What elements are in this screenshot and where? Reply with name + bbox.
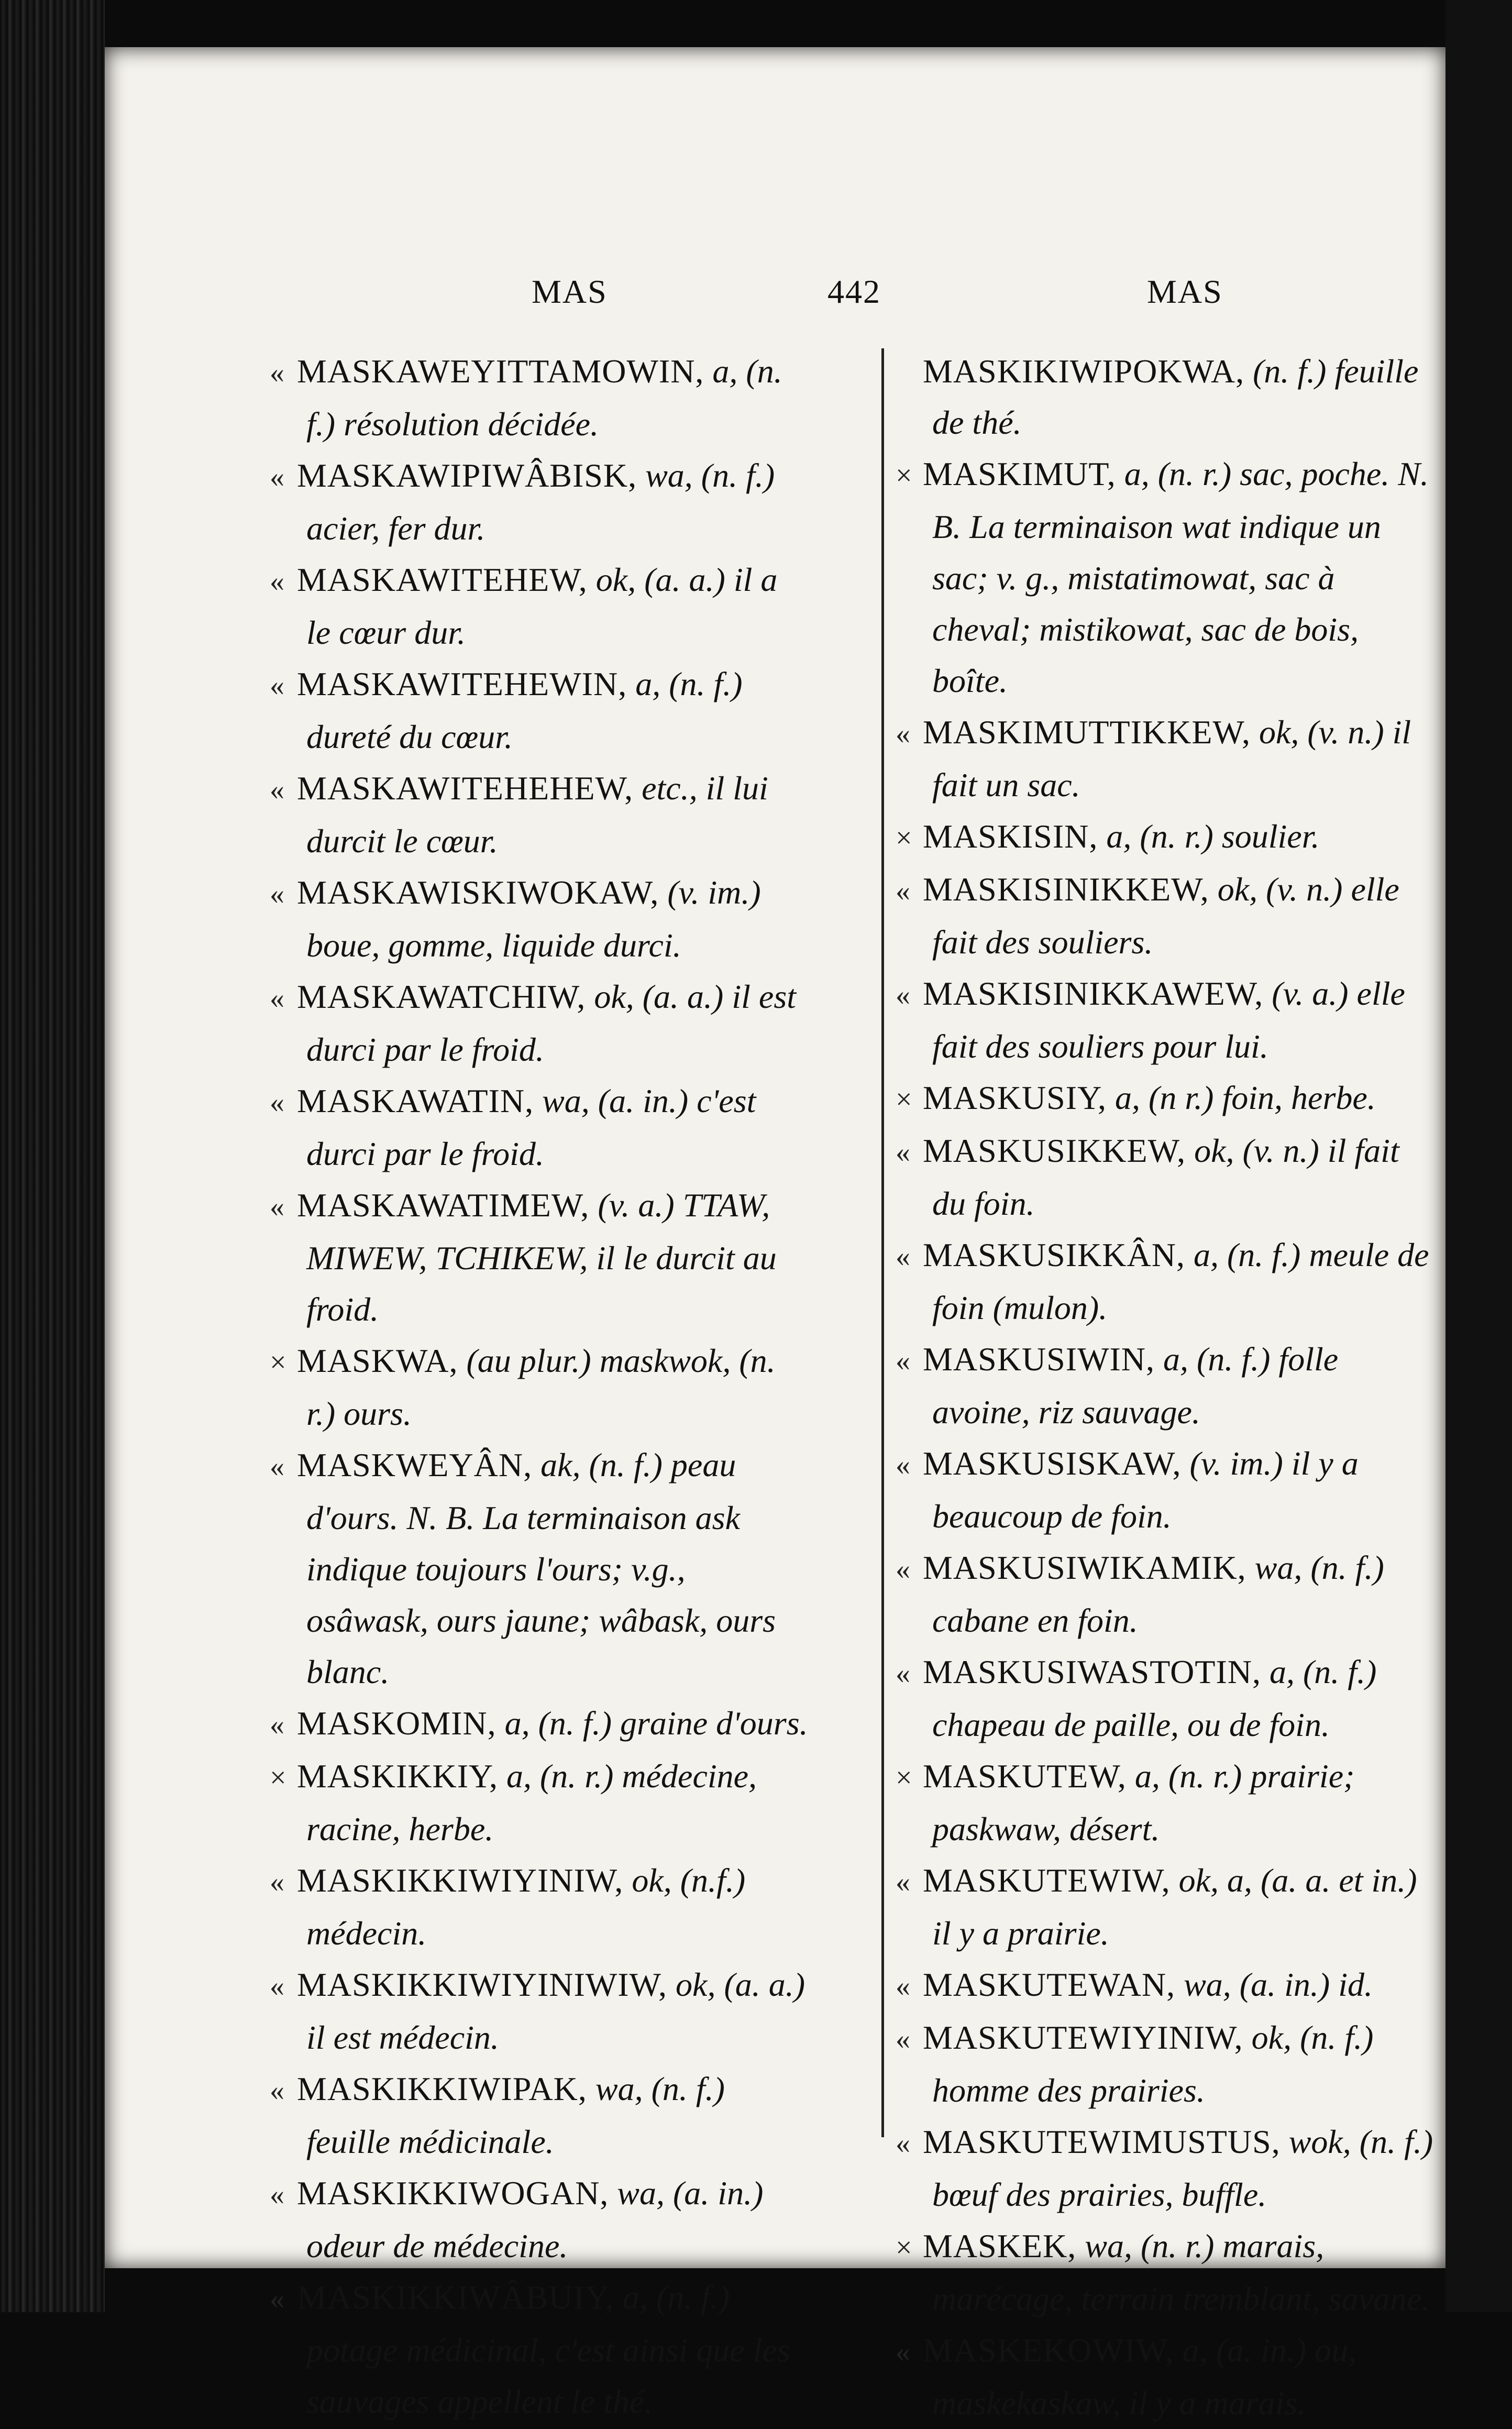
right-column — [896, 346, 1435, 2429]
entry-headword: MASKOMIN, — [297, 1705, 496, 1742]
entry-headword: MASKIKKIWÂBUIY, — [297, 2279, 614, 2316]
entry-headword: MASKWEYÂN, — [297, 1446, 533, 1483]
entry-mark: × — [896, 1083, 912, 1116]
entry-mark: « — [896, 1970, 910, 2003]
entry-mark: « — [896, 1345, 910, 1377]
page-edge-left — [0, 0, 105, 2312]
entry-headword: MASKAWISKIWOKAW, — [297, 874, 659, 911]
entry-definition: cabane en foin. — [932, 1602, 1138, 1639]
entry-grammar: wa, (n. f.) — [637, 457, 775, 494]
entry-grammar: a, (n. r.) — [1098, 818, 1222, 855]
entry-mark: « — [896, 979, 910, 1012]
entry-grammar: a, (n. f.) — [614, 2279, 730, 2316]
entry-headword: MASKUSIWASTOTIN, — [923, 1653, 1261, 1690]
entry-definition: potage médicinal, c'est ainsi que les sauvages appellent le thé. — [306, 2332, 790, 2420]
entry-mark: × — [896, 2232, 912, 2264]
entry-grammar: etc., — [633, 770, 706, 807]
entry-grammar: (au plur.) maskwok, (n. r.) — [306, 1342, 776, 1432]
dictionary-entry — [896, 1334, 1435, 1438]
dictionary-entry — [896, 1125, 1435, 1229]
entry-definition: elle fait des souliers pour lui. — [932, 975, 1405, 1065]
entry-headword: MASKIKKIWIYINIW, — [297, 1862, 624, 1899]
entry-grammar: ok, (a. a.) — [587, 561, 734, 598]
entry-headword: MASKUSISKAW, — [923, 1445, 1182, 1482]
entry-grammar: (v. im.) — [659, 874, 761, 911]
entry-headword: MASKAWATIN, — [297, 1082, 534, 1119]
dictionary-entry — [896, 1855, 1435, 1959]
dictionary-entry — [270, 1439, 809, 1698]
entry-definition: folle avoine, riz sauvage. — [932, 1340, 1339, 1431]
entry-definition: prairie; paskwaw, désert. — [932, 1757, 1355, 1848]
entry-grammar: (v. a.) TTAW, MIWEW, TCHIKEW, — [306, 1186, 770, 1277]
entry-grammar: wa, (n. f.) — [587, 2070, 725, 2107]
entry-mark: « — [270, 1450, 284, 1483]
entry-grammar: a, (n. f.) — [627, 665, 743, 702]
entry-definition: bœuf des prairies, buffle. — [932, 2176, 1267, 2213]
dictionary-entry — [270, 763, 809, 867]
entry-grammar: a, (n. f.) — [1155, 1340, 1279, 1378]
entry-definition: médecin. — [306, 1915, 427, 1952]
column-divider — [881, 348, 884, 2137]
entry-mark: × — [896, 1762, 912, 1794]
entry-definition: il fait un sac. — [932, 713, 1411, 804]
dictionary-entry — [896, 1542, 1435, 1646]
entry-headword: MASKAWITEHEHEW, — [297, 770, 634, 807]
entry-headword: MASKUSIKKEW, — [923, 1132, 1186, 1169]
dictionary-entry — [270, 867, 809, 971]
entry-mark: « — [270, 461, 284, 493]
entry-grammar: (v. im.) — [1181, 1445, 1292, 1482]
dictionary-page — [105, 47, 1445, 2422]
entry-headword: MASKWA, — [297, 1342, 458, 1379]
entry-definition: chapeau de paille, ou de foin. — [932, 1706, 1330, 1743]
entry-headword: MASKIKIWIPOKWA, — [923, 353, 1245, 390]
entry-headword: MASKUTEW, — [923, 1757, 1127, 1795]
entry-definition: il y a prairie. — [932, 1915, 1109, 1952]
entry-mark: « — [270, 878, 284, 910]
entry-definition: feuille de thé. — [932, 353, 1419, 441]
entry-headword: MASKUSIWIN, — [923, 1340, 1155, 1378]
entry-definition: graine d'ours. — [620, 1705, 808, 1742]
entry-headword: MASKISIN, — [923, 818, 1098, 855]
entry-definition: résolution décidée. — [344, 405, 599, 443]
entry-mark: × — [270, 1762, 286, 1794]
entry-mark: « — [270, 1866, 284, 1898]
entry-grammar: a, (n r.) — [1107, 1079, 1222, 1116]
dictionary-entry — [896, 707, 1435, 811]
entry-definition: il lui durcit le cœur. — [306, 770, 768, 860]
entry-definition: odeur de médecine. — [306, 2227, 568, 2265]
entry-grammar: a, (n. f.) — [496, 1705, 620, 1742]
entry-mark: « — [270, 1191, 284, 1223]
entry-grammar: a, (n. f.) — [1185, 1236, 1309, 1273]
entry-headword: MASKAWITEHEWIN, — [297, 665, 627, 702]
entry-definition: ours. — [344, 1395, 412, 1432]
entry-headword: MASKUTEWIW, — [923, 1862, 1171, 1899]
entry-grammar: a, (n. r.) — [1126, 1757, 1251, 1795]
dictionary-entry — [270, 1075, 809, 1180]
dictionary-entry — [270, 1855, 809, 1959]
entry-mark: « — [270, 2283, 284, 2315]
entry-headword: MASKISINIKKEW, — [923, 871, 1209, 908]
entry-definition: ou, maskekaskaw, il y a marais. — [932, 2332, 1357, 2422]
entry-grammar: ok, (n. f.) — [1243, 2019, 1374, 2056]
entry-grammar: a, (n. r.) — [1116, 455, 1240, 492]
dictionary-entry — [270, 450, 809, 554]
entry-headword: MASKIKKIY, — [297, 1757, 498, 1795]
entry-mark: « — [270, 2179, 284, 2211]
entry-headword: MASKAWEYITTAMOWIN, — [297, 353, 704, 390]
entry-definition: il est médecin. — [306, 2019, 499, 2056]
entry-definition: feuille médicinale. — [306, 2123, 554, 2160]
entry-mark: « — [270, 669, 284, 702]
entry-headword: MASKAWATCHIW, — [297, 978, 586, 1015]
entry-headword: MASKIMUT, — [923, 455, 1116, 492]
entry-definition: foin, herbe. — [1222, 1079, 1376, 1116]
dictionary-entry — [896, 811, 1435, 864]
entry-definition: médecine, racine, herbe. — [306, 1757, 757, 1848]
entry-definition: soulier. — [1221, 818, 1320, 855]
dictionary-entry — [270, 346, 809, 450]
dictionary-entry — [896, 448, 1435, 707]
entry-mark: « — [896, 718, 910, 750]
dictionary-entry — [896, 1959, 1435, 2012]
dictionary-entry — [896, 1438, 1435, 1542]
dictionary-entry — [270, 1751, 809, 1855]
entry-headword: MASKUSIY, — [923, 1079, 1107, 1116]
running-head-right: MAS — [1147, 273, 1223, 310]
entry-grammar: ok, (v. n.) — [1186, 1132, 1328, 1169]
entry-mark: « — [270, 774, 284, 806]
entry-grammar: ok, (a. a.) — [667, 1966, 805, 2003]
entry-headword: MASKUSIKKÂN, — [923, 1236, 1185, 1273]
entry-definition: c'est durci par le froid. — [306, 1082, 756, 1172]
entry-headword: MASKIKKIWOGAN, — [297, 2174, 609, 2212]
entry-grammar: ok, (n.f.) — [623, 1862, 746, 1899]
running-head — [105, 272, 1445, 330]
entry-mark: « — [270, 1709, 284, 1741]
entry-grammar: wa, (a. in.) — [609, 2174, 764, 2212]
running-head-left: MAS — [532, 273, 608, 310]
entry-headword: MASKUTEWIMUSTUS, — [923, 2123, 1281, 2160]
entry-grammar: (v. a.) — [1263, 975, 1357, 1012]
dictionary-entry — [270, 2272, 809, 2427]
entry-headword: MASKIKKIWIYINIWIW, — [297, 1966, 668, 2003]
dictionary-entry — [896, 1229, 1435, 1334]
dictionary-entry — [896, 1072, 1435, 1125]
entry-mark: « — [896, 2336, 910, 2368]
entry-mark: × — [270, 1346, 286, 1379]
dictionary-entry — [270, 2063, 809, 2168]
entry-headword: MASKEK, — [923, 2227, 1077, 2265]
entry-headword: MASKUTEWIYINIW, — [923, 2019, 1243, 2056]
dictionary-entry — [270, 1335, 809, 1439]
entry-headword: MASKUTEWAN, — [923, 1966, 1176, 2003]
entry-mark: « — [896, 875, 910, 907]
dictionary-entry — [896, 2116, 1435, 2221]
entry-definition: boue, gomme, liquide durci. — [306, 927, 681, 964]
entry-mark: « — [270, 565, 284, 598]
entry-definition: marais, marécage, terrain tremblant, savane. — [932, 2227, 1430, 2317]
entry-grammar: a, (a. in.) — [1174, 2332, 1315, 2369]
dictionary-entry — [896, 2325, 1435, 2429]
entry-definition: acier, fer dur. — [306, 510, 485, 547]
entry-grammar: ok, (a. a.) — [586, 978, 732, 1015]
page-edge-right — [1445, 0, 1512, 2312]
entry-definition: il fait du foin. — [932, 1132, 1399, 1222]
dictionary-entry — [896, 864, 1435, 968]
entry-headword: MASKIMUTTIKKEW, — [923, 713, 1251, 751]
entry-grammar: (n. f.) — [1244, 353, 1335, 390]
entry-mark: « — [270, 1970, 284, 2003]
dictionary-entry — [896, 2012, 1435, 2116]
entry-definition: homme des prairies. — [932, 2072, 1205, 2109]
dictionary-entry — [270, 554, 809, 658]
entry-mark: « — [896, 1866, 910, 1898]
entry-grammar: ok, (v. n.) — [1250, 713, 1393, 751]
dictionary-entry — [270, 1959, 809, 2063]
dictionary-entry — [896, 968, 1435, 1072]
entry-grammar: wok, (n. f.) — [1280, 2123, 1433, 2160]
entry-headword: MASKAWITEHEW, — [297, 561, 588, 598]
entry-definition: id. — [1338, 1966, 1373, 2003]
dictionary-entry — [270, 2168, 809, 2272]
entry-definition: il a le cœur dur. — [306, 561, 778, 651]
entry-headword: MASKIKKIWIPAK, — [297, 2070, 587, 2107]
dictionary-entry — [896, 346, 1435, 448]
entry-definition: meule de foin (mulon). — [932, 1236, 1429, 1326]
entry-mark: « — [896, 1553, 910, 1586]
dictionary-entry — [270, 658, 809, 763]
entry-definition: il le durcit au froid. — [306, 1239, 777, 1328]
entry-definition: peau d'ours. N. B. La terminaison ask indique toujours l'ours; v.g., osâwask, ours jaune; wâbask, ours blanc. — [306, 1446, 776, 1690]
entry-headword: MASKUSIWIKAMIK, — [923, 1549, 1246, 1586]
entry-grammar: ak, (n. f.) — [532, 1446, 671, 1483]
entry-mark: « — [270, 357, 284, 389]
entry-grammar: wa, (a. in.) — [1175, 1966, 1339, 2003]
entry-grammar: wa, (a. in.) — [534, 1082, 697, 1119]
entry-mark: « — [270, 2074, 284, 2107]
entry-headword: MASKAWIPIWÂBISK, — [297, 457, 637, 494]
entry-grammar: a, (n. r.) — [498, 1757, 622, 1795]
dictionary-entry — [270, 1180, 809, 1335]
entry-mark: « — [896, 1657, 910, 1690]
entry-grammar: ok, (v. n.) — [1209, 871, 1351, 908]
entry-mark: « — [270, 982, 284, 1015]
entry-mark: « — [896, 1449, 910, 1481]
entry-grammar: a, (n. f.) — [306, 353, 782, 443]
dictionary-entry — [896, 1646, 1435, 1751]
entry-headword: MASKEKOWIW, — [923, 2332, 1174, 2369]
entry-headword: MASKAWATIMEW, — [297, 1186, 590, 1224]
left-column — [270, 346, 809, 2427]
entry-mark: « — [896, 1240, 910, 1273]
entry-definition: elle fait des souliers. — [932, 871, 1399, 961]
entry-definition: dureté du cœur. — [306, 718, 513, 755]
entry-grammar: wa, (n. f.) — [1246, 1549, 1384, 1586]
dictionary-entry — [896, 2221, 1435, 2325]
dictionary-entry — [270, 971, 809, 1075]
entry-mark: « — [896, 2127, 910, 2160]
page-number: 442 — [827, 273, 881, 310]
entry-mark: × — [896, 822, 912, 854]
entry-definition: il y a beaucoup de foin. — [932, 1445, 1359, 1535]
entry-headword: MASKISINIKKAWEW, — [923, 975, 1264, 1012]
entry-definition: sac, poche. N. B. La terminaison wat indique un sac; v. g., mistatimowat, sac à cheval; mistikowat, sac de bois, boîte. — [932, 455, 1429, 699]
entry-mark: « — [270, 1086, 284, 1119]
entry-grammar: ok, a, (a. a. et in.) — [1170, 1862, 1417, 1899]
entry-mark: × — [896, 459, 912, 492]
entry-mark: « — [896, 2023, 910, 2056]
dictionary-entry — [896, 1751, 1435, 1855]
entry-definition: il est durci par le froid. — [306, 978, 796, 1068]
entry-grammar: a, (n. f.) — [1261, 1653, 1377, 1690]
entry-grammar: wa, (n. r.) — [1076, 2227, 1223, 2265]
entry-mark: « — [896, 1136, 910, 1169]
dictionary-entry — [270, 1698, 809, 1751]
